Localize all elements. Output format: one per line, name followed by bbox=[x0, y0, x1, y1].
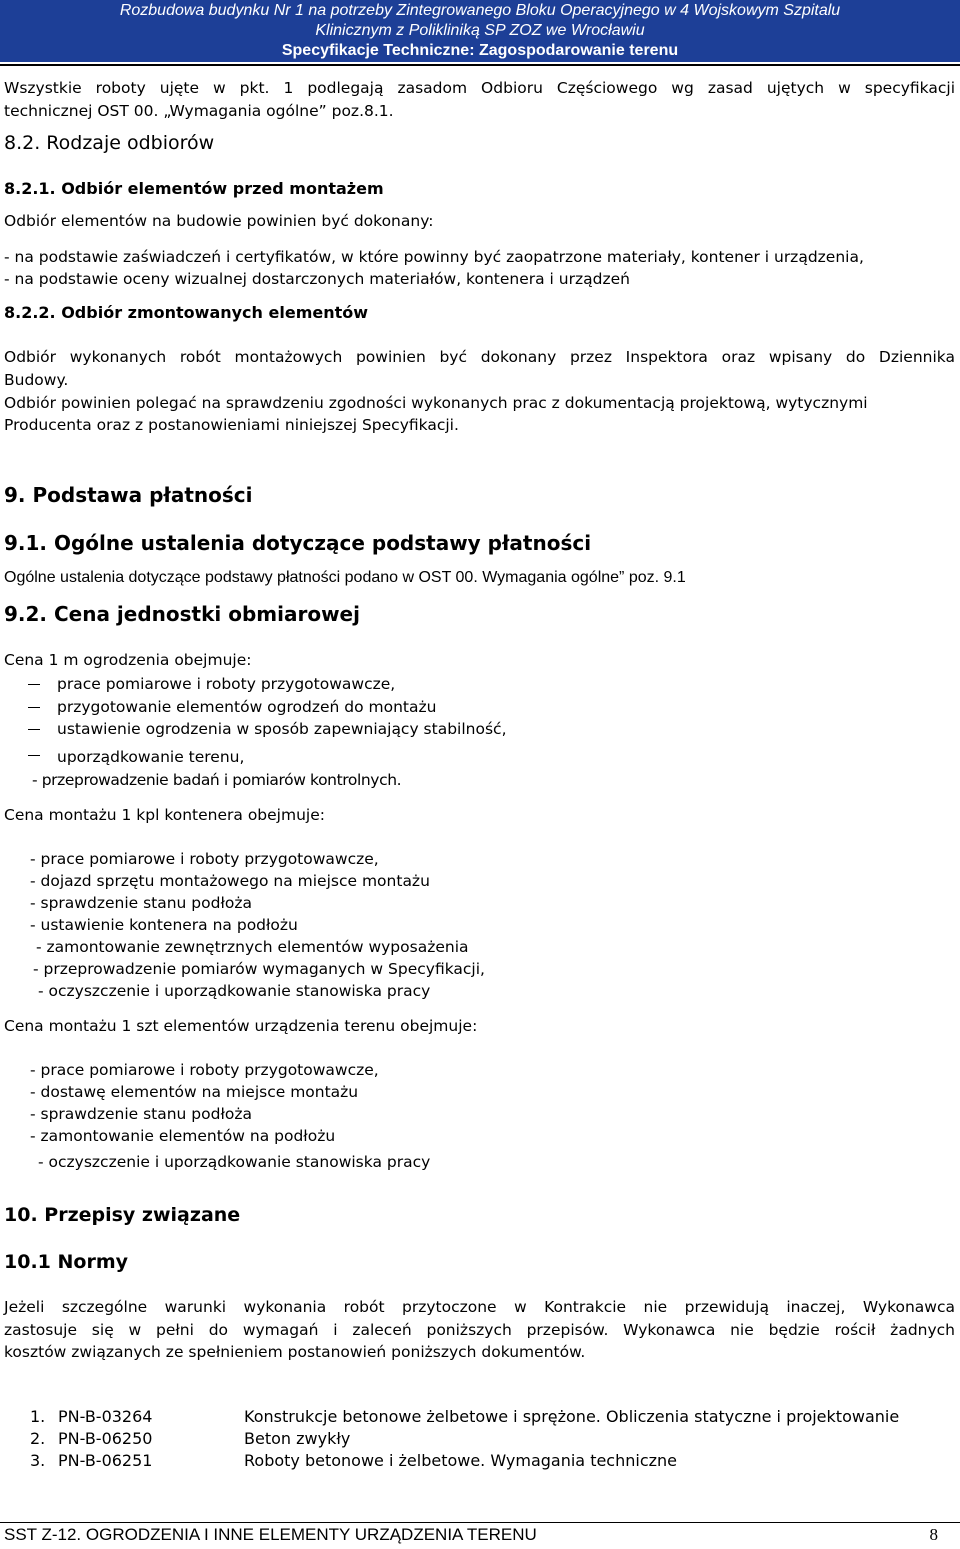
norm-number: 1. bbox=[30, 1407, 46, 1426]
section-9-title: 9. Podstawa płatności bbox=[4, 483, 253, 507]
price-fence-item: ustawienie ogrodzenia w sposób zapewniający stabilność, bbox=[57, 720, 507, 738]
price-fence-item: prace pomiarowe i roboty przygotowawcze, bbox=[57, 675, 396, 693]
header-divider bbox=[0, 64, 960, 66]
price-site-elements-item: - dostawę elementów na miejsce montażu bbox=[30, 1083, 359, 1101]
price-fence-item: uporządkowanie terenu, bbox=[57, 748, 245, 766]
norm-row bbox=[30, 1450, 899, 1472]
norm-number: 3. bbox=[30, 1451, 46, 1470]
norms-list bbox=[30, 1406, 899, 1472]
intro-line-1: Wszystkie roboty ujęte w pkt. 1 podlegają zasadom Odbioru Częściowego wg zasad ujętych w specyfikacji bbox=[4, 79, 955, 97]
list-dash bbox=[28, 707, 40, 708]
price-container-item: - dojazd sprzętu montażowego na miejsce montażu bbox=[30, 872, 430, 890]
section-8-2-2-paragraph-2: Odbiór powinien polegać na sprawdzeniu zgodności wykonanych prac z dokumentacją projektową, wytycznymi bbox=[4, 394, 868, 412]
price-container-lead: Cena montażu 1 kpl kontenera obejmuje: bbox=[4, 806, 325, 824]
price-fence-lead: Cena 1 m ogrodzenia obejmuje: bbox=[4, 651, 252, 669]
price-container-item: - sprawdzenie stanu podłoża bbox=[30, 894, 252, 912]
section-8-2-1-title: 8.2.1. Odbiór elementów przed montażem bbox=[4, 179, 384, 198]
section-8-2-1-item: - na podstawie oceny wizualnej dostarczonych materiałów, kontenera i urządzeń bbox=[4, 270, 630, 288]
list-dash bbox=[28, 755, 40, 756]
section-10-title: 10. Przepisy związane bbox=[4, 1204, 241, 1226]
list-dash bbox=[28, 684, 40, 685]
intro-line-2: technicznej OST 00. „Wymagania ogólne” poz.8.1. bbox=[4, 102, 394, 120]
header-line-3: Specyfikacje Techniczne: Zagospodarowanie terenu bbox=[281, 42, 679, 59]
page-number: 8 bbox=[929, 1525, 938, 1544]
footer-title: SST Z-12. OGRODZENIA I INNE ELEMENTY URZĄDZENIA TERENU bbox=[4, 1525, 537, 1544]
header-line-2: Klinicznym z Polikliniką SP ZOZ we Wrocławiu bbox=[315, 22, 645, 39]
section-8-2-2-paragraph-1: Odbiór wykonanych robót montażowych powinien być dokonany przez Inspektora oraz wpisany do Dziennika bbox=[4, 348, 955, 366]
norm-code: PN-B-06250 bbox=[58, 1429, 153, 1448]
price-container-item: - oczyszczenie i uporządkowanie stanowiska pracy bbox=[38, 982, 431, 1000]
price-site-elements-item: - sprawdzenie stanu podłoża bbox=[30, 1105, 252, 1123]
section-9-1-text: Ogólne ustalenia dotyczące podstawy płatności podano w OST 00. Wymagania ogólne” poz. 9.1 bbox=[4, 569, 686, 586]
section-8-2-1-lead: Odbiór elementów na budowie powinien być dokonany: bbox=[4, 212, 434, 230]
document-header bbox=[0, 0, 960, 62]
norm-title: Beton zwykły bbox=[244, 1429, 351, 1448]
price-fence-item: przygotowanie elementów ogrodzeń do montażu bbox=[57, 698, 437, 716]
section-10-1-paragraph-end: kosztów związanych ze spełnieniem postanowień poniższych dokumentów. bbox=[4, 1343, 586, 1361]
section-8-2-1-item: - na podstawie zaświadczeń i certyfikatów, w które powinny być zaopatrzone materiały, kontener i urządzenia, bbox=[4, 248, 864, 266]
price-site-elements-lead: Cena montażu 1 szt elementów urządzenia terenu obejmuje: bbox=[4, 1017, 478, 1035]
section-9-2-title: 9.2. Cena jednostki obmiarowej bbox=[4, 602, 360, 626]
section-10-1-paragraph-cont: zastosuje się w pełni do wymagań i zaleceń poniższych przepisów. Wykonawca nie będzie rościł żadnych bbox=[4, 1321, 955, 1339]
norm-row bbox=[30, 1428, 899, 1450]
section-10-1-paragraph: Jeżeli szczególne warunki wykonania robót przytoczone w Kontrakcie nie przewidują inaczej, Wykonawca bbox=[4, 1298, 955, 1316]
list-dash bbox=[28, 729, 40, 730]
price-container-item: - prace pomiarowe i roboty przygotowawcze, bbox=[30, 850, 379, 868]
norm-title: Roboty betonowe i żelbetowe. Wymagania techniczne bbox=[244, 1451, 678, 1470]
price-fence-item: - przeprowadzenie badań i pomiarów kontrolnych. bbox=[32, 771, 402, 789]
norm-code: PN-B-06251 bbox=[58, 1451, 153, 1470]
price-site-elements-item: - oczyszczenie i uporządkowanie stanowiska pracy bbox=[38, 1153, 431, 1171]
footer-divider bbox=[0, 1522, 960, 1523]
section-8-2-title: 8.2. Rodzaje odbiorów bbox=[4, 132, 215, 154]
header-line-1: Rozbudowa budynku Nr 1 na potrzeby Zintegrowanego Bloku Operacyjnego w 4 Wojskowym Szpitalu bbox=[119, 2, 841, 19]
price-container-item: - zamontowanie zewnętrznych elementów wyposażenia bbox=[36, 938, 469, 956]
section-9-1-title: 9.1. Ogólne ustalenia dotyczące podstawy płatności bbox=[4, 531, 592, 555]
section-10-1-title: 10.1 Normy bbox=[4, 1251, 129, 1273]
norm-title: Konstrukcje betonowe żelbetowe i sprężone. Obliczenia statyczne i projektowanie bbox=[244, 1407, 900, 1426]
price-site-elements-item: - prace pomiarowe i roboty przygotowawcze, bbox=[30, 1061, 379, 1079]
norm-row bbox=[30, 1406, 899, 1428]
price-container-item: - ustawienie kontenera na podłożu bbox=[30, 916, 298, 934]
norm-number: 2. bbox=[30, 1429, 46, 1448]
section-8-2-2-paragraph-1-cont: Budowy. bbox=[4, 371, 69, 389]
norm-code: PN-B-03264 bbox=[58, 1407, 153, 1426]
section-8-2-2-paragraph-2-cont: Producenta oraz z postanowieniami niniejszej Specyfikacji. bbox=[4, 416, 459, 434]
price-container-item: - przeprowadzenie pomiarów wymaganych w Specyfikacji, bbox=[33, 960, 485, 978]
document-footer bbox=[4, 1524, 938, 1546]
section-8-2-2-title: 8.2.2. Odbiór zmontowanych elementów bbox=[4, 303, 369, 322]
price-site-elements-item: - zamontowanie elementów na podłożu bbox=[30, 1127, 336, 1145]
